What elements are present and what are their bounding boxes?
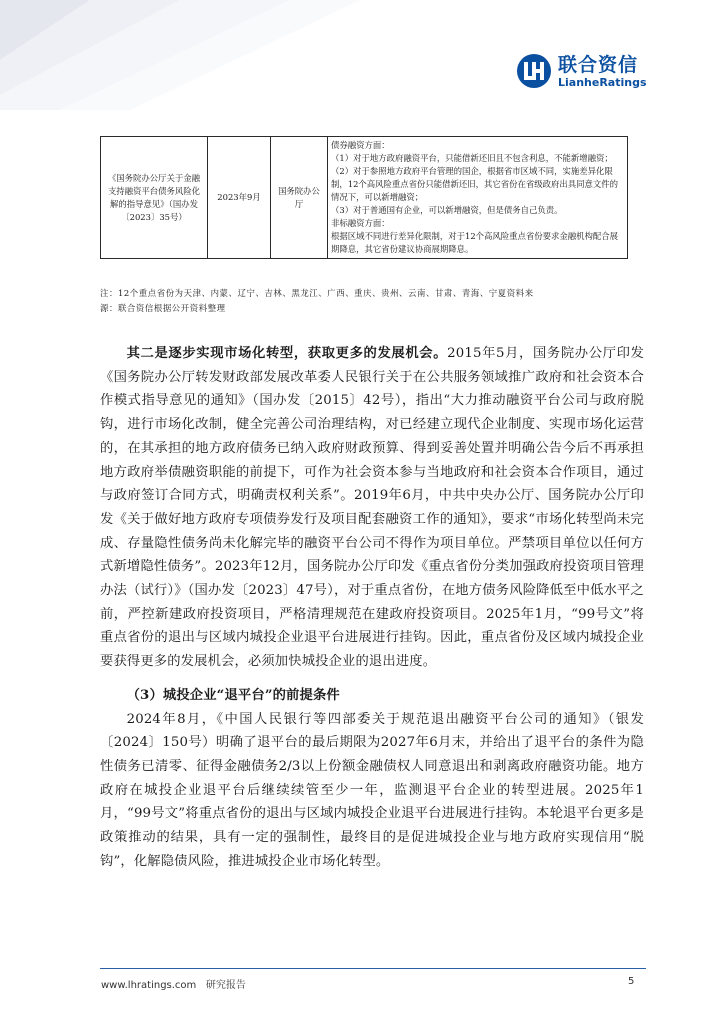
detail-line: 根据区域不同进行差异化限制，对于12个高风险重点省份要求金融机构配合展期降息，其它省份建议协商展期降息。 xyxy=(331,231,619,254)
company-logo xyxy=(516,53,647,89)
detail-line: （3）对于普通国有企业，可以新增融资，但是债务自己负责。 xyxy=(331,205,563,215)
table-row xyxy=(101,137,628,259)
detail-line: （1）对于地方政府融资平台，只能借新还旧且不包含利息，不能新增融资； xyxy=(331,153,613,163)
section-heading: （3）城投企业“退平台”的前提条件 xyxy=(126,687,340,703)
detail-line: 债券融资方面： xyxy=(331,140,390,150)
lianhe-logo-icon xyxy=(516,53,552,89)
footer-site-url: www.lhratings.com xyxy=(101,980,197,991)
note-line: 源：联合资信根据公开资料整理 xyxy=(100,303,226,313)
paragraph xyxy=(100,342,644,674)
policy-date-cell: 2023年9月 xyxy=(208,137,271,259)
logo-cn-text: 联合资信 xyxy=(558,53,639,76)
policy-detail-cell xyxy=(328,137,628,259)
detail-line: 非标融资方面： xyxy=(331,218,390,228)
paragraph-text: 2015年5月，国务院办公厅印发《国务院办公厅转发财政部发展改革委人民银行关于在公共服务领域推广政府和社会资本合作模式指导意见的通知》（国办发〔2015〕42号），指出“大力推动融资平台公司与政府脱钩，进行市场化改制，健全完善公司治理结构，对已经建立现代企业制度、实现市场化运营的，在其承担的地方政府债务已纳入政府财政预算、得到妥善处置并明确公告今后不再承担地方政府举债融资职能的前提下，可作为社会资本参与当地政府和社会资本合作项目，通过与政府签订合同方式，明确责权利关系”。2019年6月，中共中央办公厅、国务院办公厅印发《关于做好地方政府专项债券发行及项目配套融资工作的通知》，要求“市场化转型尚未完成、存量隐性债务尚未化解完毕的融资平台公司不得作为项目单位。严禁项目单位以任何方式新增隐性债务”。2023年12月，国务院办公厅印发《重点省份分类加强政府投资项目管理办法（试行）》（国办发〔2023〕47号），对于重点省份，在地方债务风险降低至中低水平之前，严控新建政府投资项目，严格清理规范在建政府投资项目。2025年1月，“99号文”将重点省份的退出与区域内城投企业退平台进展进行挂钩。因此，重点省份及区域内城投企业要获得更多的发展机会，必须加快城投企业的退出进度。 xyxy=(100,346,645,670)
logo-en-text: LianheRatings xyxy=(558,75,647,89)
paragraph: 2024年8月，《中国人民银行等四部委关于规范退出融资平台公司的通知》（银发〔2024〕150号）明确了退平台的最后期限为2027年6月末，并给出了退平台的条件为隐性债务已清零、征得金融债务2/3以上份额金融债权人同意退出和剥离政府融资功能。地方政府在城投企业退平台后继续续管至少一年，监测退平台企业的转型进展。2025年1月，“99号文”将重点省份的退出与区域内城投企业退平台进展进行挂钩。本轮退平台更多是政策推动的结果，具有一定的强制性，最终目的是促进城投企业与地方政府实现信用“脱钩”，化解隐债风险，推进城投企业市场化转型。 xyxy=(100,711,644,869)
policy-org-cell: 国务院办公厅 xyxy=(271,137,328,259)
policy-name-cell: 《国务院办公厅关于金融支持融资平台债务风险化解的指导意见》（国办发〔2023〕35号） xyxy=(101,137,208,259)
footer-divider xyxy=(100,968,646,969)
policy-table xyxy=(100,136,628,259)
footer-doc-type: 研究报告 xyxy=(205,980,246,991)
table-note xyxy=(100,286,630,316)
page-number: 5 xyxy=(628,976,635,987)
footer-site xyxy=(101,976,246,991)
main-content xyxy=(100,342,644,873)
note-line: 注：12个重点省份为天津、内蒙、辽宁、吉林、黑龙江、广西、重庆、贵州、云南、甘肃、青海、宁夏资料来 xyxy=(100,288,534,298)
detail-line: （2）对于参照地方政府平台管理的国企，根据省市区域不同，实施差异化限制，12个高风险重点省份只能借新还旧，其它省份在省级政府出具同意文件的情况下，可以新增融资； xyxy=(331,166,619,202)
corner-decoration xyxy=(0,0,360,110)
paragraph-lead: 其二是逐步实现市场化转型，获取更多的发展机会。 xyxy=(126,346,448,361)
